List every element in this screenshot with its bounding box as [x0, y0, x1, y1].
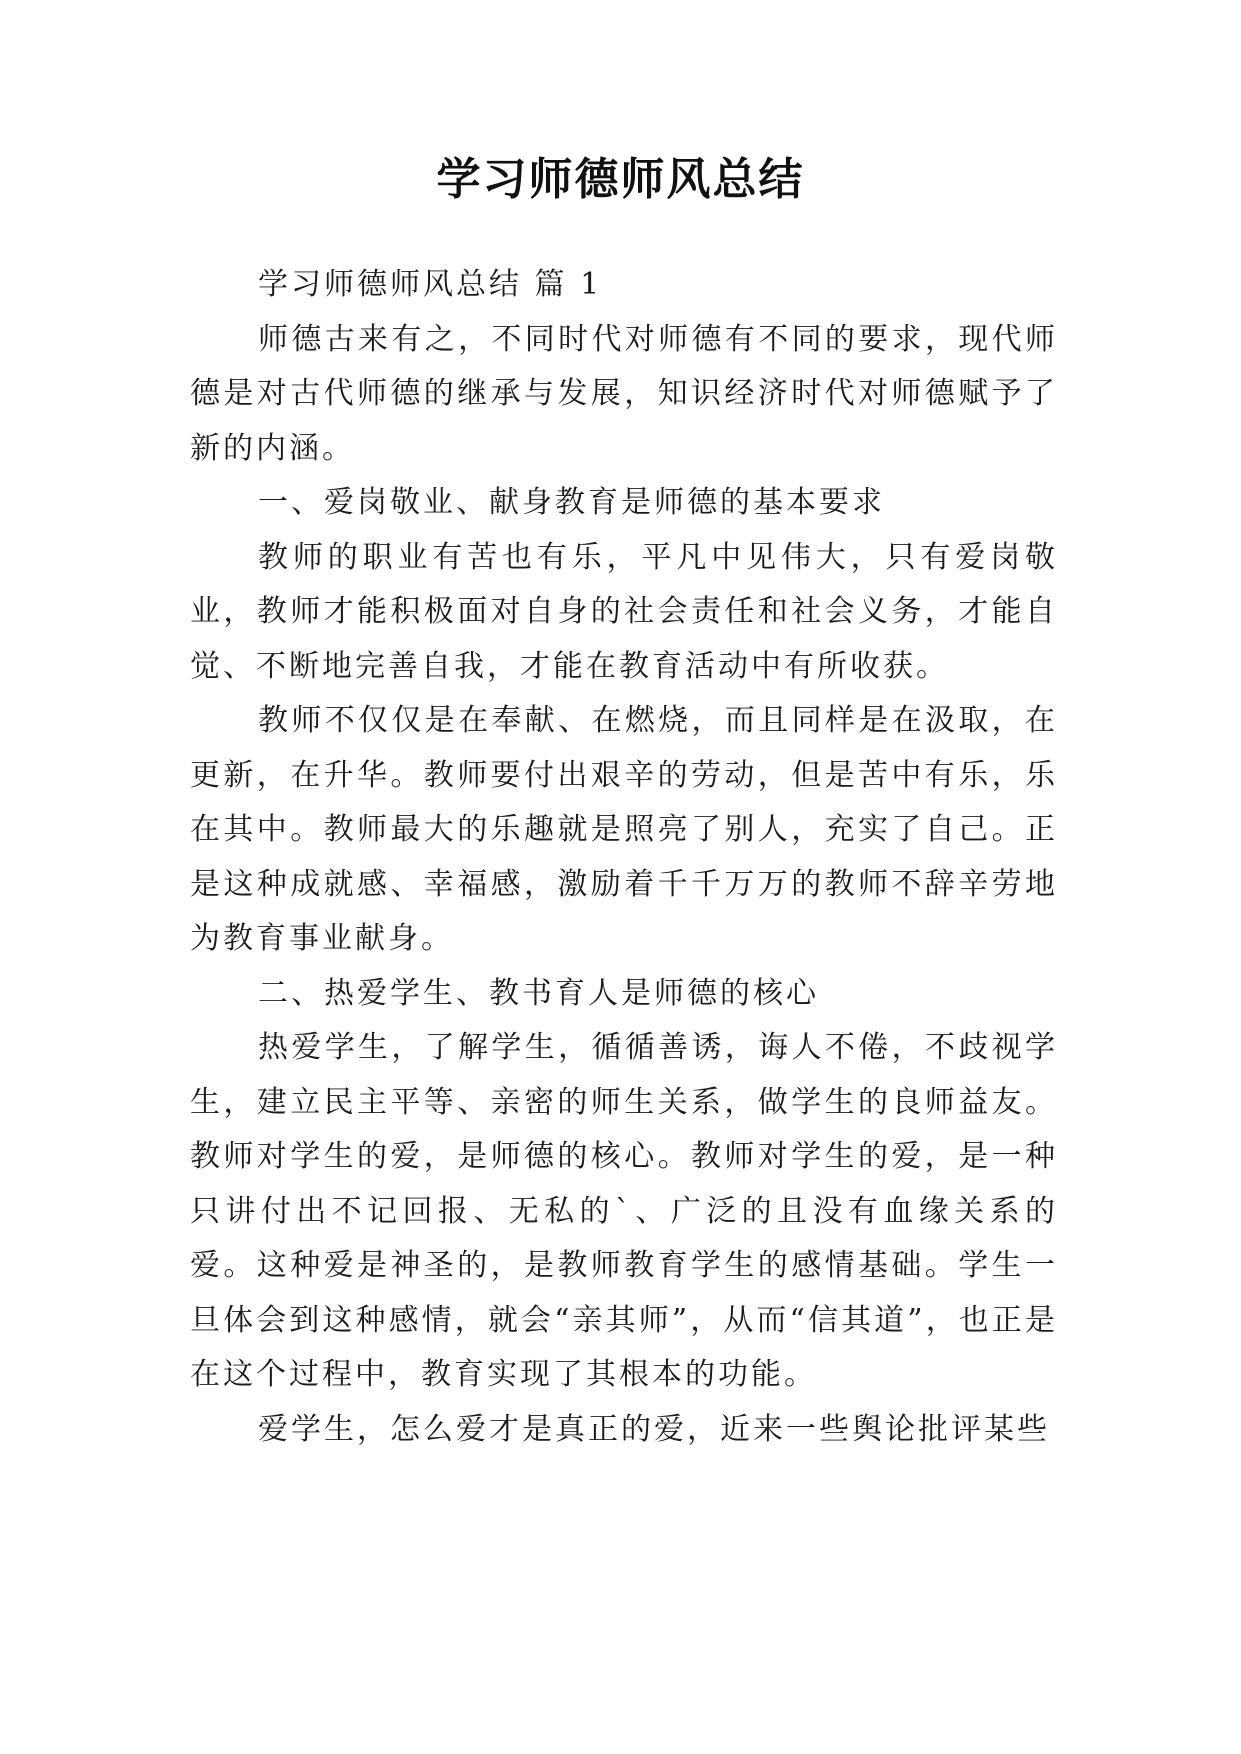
section-heading-2: 二、热爱学生、教书育人是师德的核心 [258, 975, 819, 1011]
paragraph: 热爱学生，了解学生，循循善诱，诲人不倦，不歧视学生，建立民主平等、亲密的师生关系，做学生的良师益友。教师对学生的爱，是师德的核心。教师对学生的爱，是一种只讲付出不记回报、无私的`、广泛的且没有血缘关系的爱。这种爱是神圣的，是教师教育学生的感情基础。学生一旦体会到这种感情，就会“亲其师”，从而“信其道”，也正是在这个过程中，教育实现了其根本的功能。 [190, 1030, 1058, 1392]
section-subtitle: 学习师德师风总结 篇 1 [258, 267, 603, 302]
document-title: 学习师德师风总结 [436, 154, 805, 205]
section-heading-1: 一、爱岗敬业、献身教育是师德的基本要求 [258, 485, 885, 520]
paragraph-intro: 师德古来有之，不同时代对师德有不同的要求，现代师德是对古代师德的继承与发展，知识经济时代对师德赋予了新的内涵。 [190, 321, 1058, 466]
paragraph: 教师不仅仅是在奉献、在燃烧，而且同样是在汲取，在更新，在升华。教师要付出艰辛的劳动，但是苦中有乐，乐在其中。教师最大的乐趣就是照亮了别人，充实了自己。正是这种成就感、幸福感，激励着千千万万的教师不辞辛劳地为教育事业献身。 [190, 703, 1058, 956]
document-body [190, 258, 1058, 1457]
paragraph: 教师的职业有苦也有乐，平凡中见伟大，只有爱岗敬业，教师才能积极面对自身的社会责任和社会义务，才能自觉、不断地完善自我，才能在教育活动中有所收获。 [190, 539, 1058, 684]
paragraph: 爱学生，怎么爱才是真正的爱，近来一些舆论批评某些 [258, 1411, 1050, 1447]
